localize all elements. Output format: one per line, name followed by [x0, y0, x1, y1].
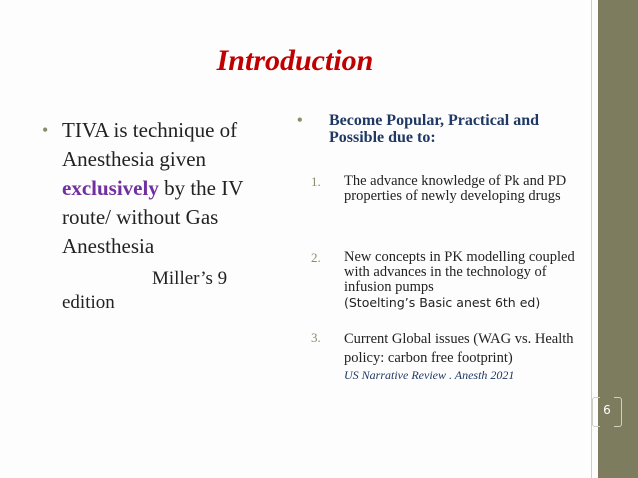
left-column — [42, 116, 287, 261]
list-item-text: Current Global issues (WAG vs. Health policy: carbon free footprint) — [344, 331, 574, 366]
list-item-number: 2. — [311, 250, 321, 265]
page-number-badge — [592, 397, 622, 427]
citation-miller: Miller’s 9 — [152, 268, 228, 289]
citation-edition: edition — [62, 292, 115, 313]
list-item-number: 3. — [311, 330, 321, 345]
list-item-text: New concepts in PK modelling coupled with advances in the technology of infusion pumps — [344, 249, 575, 295]
list-item — [295, 250, 587, 310]
list-item-citation: (Stoelting’s Basic anest 6th ed) — [344, 295, 541, 310]
right-heading — [295, 112, 587, 146]
bullet-dot-icon: • — [42, 120, 49, 140]
list-item — [295, 330, 587, 383]
list-item — [295, 174, 587, 204]
left-bullet — [42, 116, 287, 261]
right-heading-text: Become Popular, Practical and Possible due to: — [329, 112, 540, 146]
slide-title: Introduction — [216, 44, 374, 77]
left-bullet-text: TIVA is technique of Anesthesia given — [62, 118, 238, 171]
left-bullet-text-end: by the IV route/ without Gas Anesthesia — [62, 176, 244, 258]
right-column — [295, 112, 587, 382]
left-bullet-emphasis: exclusively — [62, 176, 159, 200]
page-number: 6 — [603, 403, 611, 417]
list-item-citation: US Narrative Review . Anesth 2021 — [344, 368, 515, 382]
list-item-text: The advance knowledge of Pk and PD properties of newly developing drugs — [344, 173, 567, 204]
list-item-number: 1. — [311, 174, 321, 189]
bullet-dot-icon: • — [297, 112, 303, 129]
